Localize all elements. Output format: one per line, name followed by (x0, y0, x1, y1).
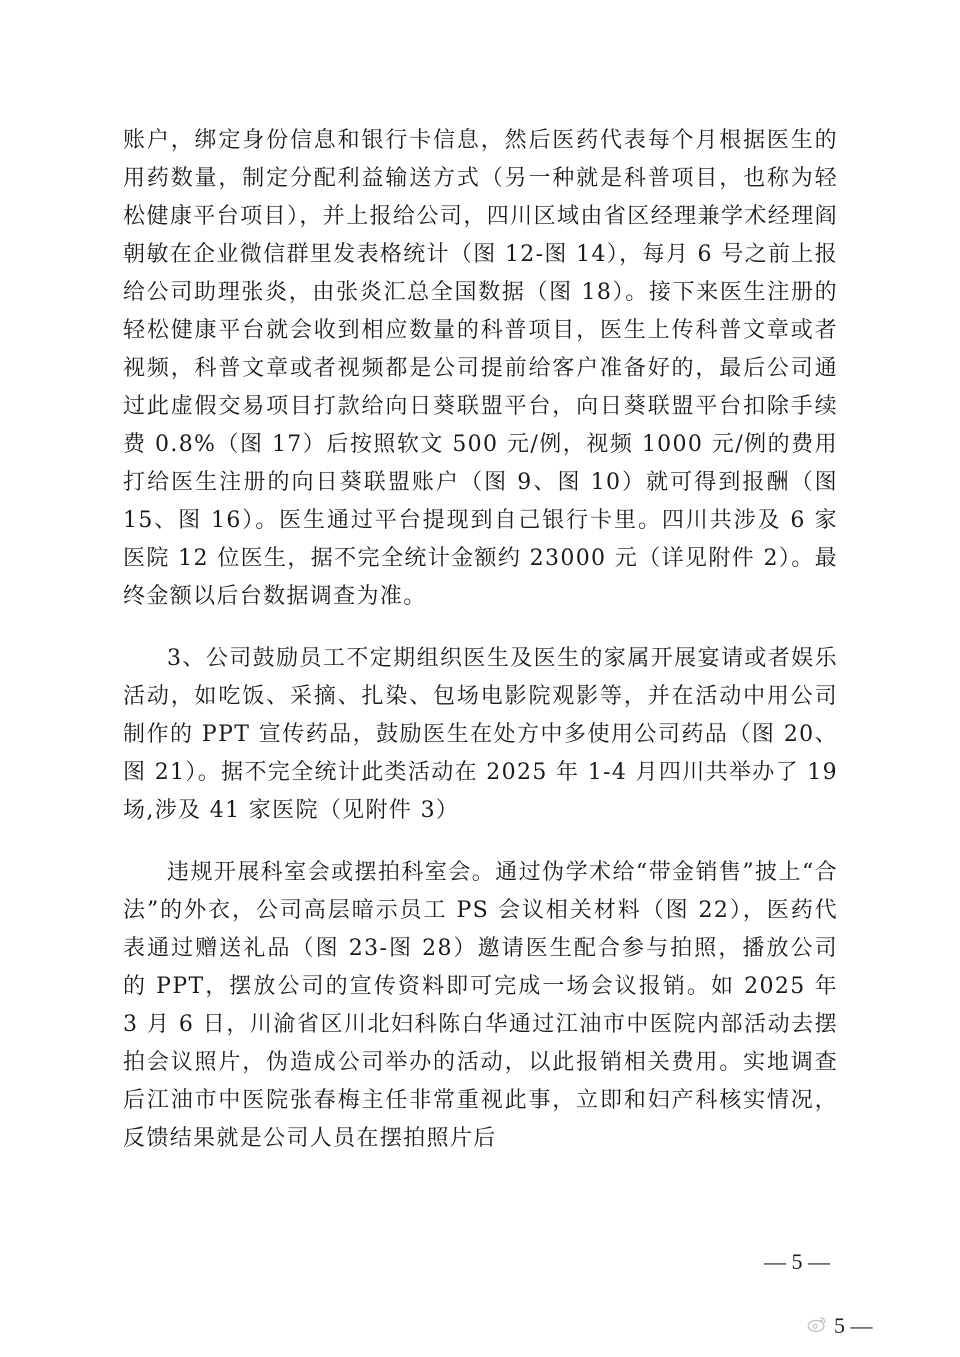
page-number: — 5 — (764, 1249, 830, 1274)
secondary-page-number: 5 — (834, 1313, 873, 1338)
paragraph-meeting-violation: 违规开展科室会或摆拍科室会。通过伪学术给“带金销售”披上“合法”的外衣，公司高层暗示员工 PS 会议相关材料（图 22），医药代表通过赠送礼品（图 23-图 28）邀请医生配合参与拍照，播放公司的 PPT，摆放公司的宣传资料即可完成一场会议报销。如 2025 年 3 月 6 日，川渝省区川北妇科陈白华通过江油市中医院内部活动去摆拍会议照片，伪造成公司举办的活动，以此报销相关费用。实地调查后江油市中医院张春梅主任非常重视此事，立即和妇产科核实情况，反馈结果就是公司人员在摆拍照片后 (123, 860, 838, 1151)
weibo-logo-icon (806, 1313, 828, 1335)
document-body (123, 122, 838, 1158)
paragraph-continued: 账户，绑定身份信息和银行卡信息，然后医药代表每个月根据医生的用药数量，制定分配利益输送方式（另一种就是科普项目，也称为轻松健康平台项目），并上报给公司，四川区域由省区经理兼学术经理阎朝敏在企业微信群里发表格统计（图 12-图 14），每月 6 号之前上报给公司助理张炎，由张炎汇总全国数据（图 18）。接下来医生注册的轻松健康平台就会收到相应数量的科普项目，医生上传科普文章或者视频，科普文章或者视频都是公司提前给客户准备好的，最后公司通过此虚假交易项目打款给向日葵联盟平台，向日葵联盟平台扣除手续费 0.8%（图 17）后按照软文 500 元/例，视频 1000 元/例的费用打给医生注册的向日葵联盟账户（图 9、图 10）就可得到报酬（图 15、图 16）。医生通过平台提现到自己银行卡里。四川共涉及 6 家医院 12 位医生，据不完全统计金额约 23000 元（详见附件 2）。最终金额以后台数据调查为准。 (123, 128, 838, 609)
paragraph-item-3: 3、公司鼓励员工不定期组织医生及医生的家属开展宴请或者娱乐活动，如吃饭、采摘、扎染、包场电影院观影等，并在活动中用公司制作的 PPT 宣传药品，鼓励医生在处方中多使用公司药品（图 20、图 21）。据不完全统计此类活动在 2025 年 1-4 月四川共举办了 19 场,涉及 41 家医院（见附件 3） (123, 646, 839, 823)
